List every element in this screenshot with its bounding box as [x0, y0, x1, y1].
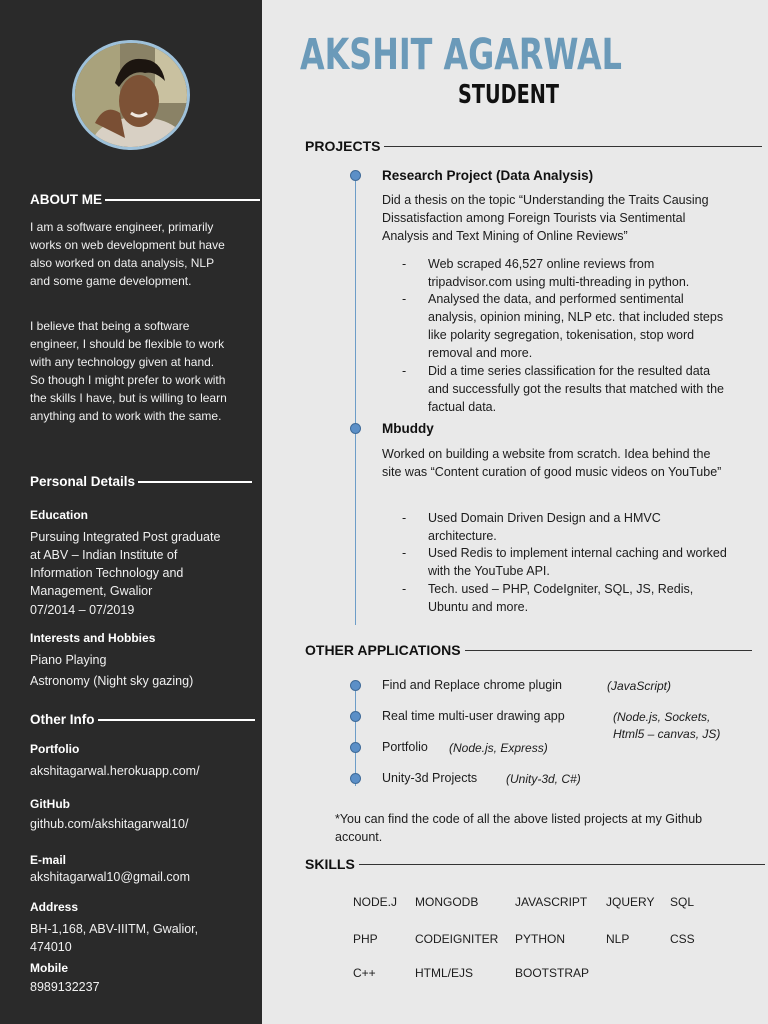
email-link[interactable]: akshitagarwal10@gmail.com	[30, 870, 190, 884]
profile-photo	[72, 40, 190, 150]
project-description: Worked on building a website from scratch. Idea behind the site was “Content curation of good music videos on YouTube”	[382, 447, 722, 479]
application-tech: Html5 – canvas, JS)	[613, 727, 721, 741]
github-link[interactable]: github.com/akshitagarwal10/	[30, 817, 189, 831]
timeline-dot	[350, 680, 361, 691]
applications-heading-rule	[465, 650, 752, 651]
personal-details-heading: Personal Details	[30, 474, 252, 489]
timeline-dot	[350, 742, 361, 753]
skill-item: CSS	[670, 932, 695, 946]
skill-item: HTML/EJS	[415, 966, 474, 980]
bullet-dash: -	[402, 582, 407, 596]
skills-heading: SKILLS	[305, 856, 765, 872]
mobile-number: 8989132237	[30, 980, 100, 994]
applications-timeline-line	[355, 681, 356, 786]
bullet-text: Did a time series classification for the resulted data and successfully got the results that matched with the factual data.	[428, 364, 724, 414]
projects-heading-rule	[384, 146, 762, 147]
project-bullet	[402, 255, 732, 291]
bullet-dash: -	[402, 364, 407, 378]
portfolio-label: Portfolio	[30, 742, 80, 756]
application-name: Real time multi-user drawing app	[382, 709, 565, 723]
project-bullet	[402, 544, 732, 580]
bullet-dash: -	[402, 511, 407, 525]
address-text: BH-1,168, ABV-IIITM, Gwalior, 474010	[30, 922, 199, 954]
skill-item: C++	[353, 966, 376, 980]
bullet-text: Tech. used – PHP, CodeIgniter, SQL, JS, Redis, Ubuntu and more.	[428, 582, 694, 614]
about-paragraph-1: I am a software engineer, primarily works on web development but have also worked on data analysis, NLP and some game development.	[30, 220, 225, 288]
project-description: Did a thesis on the topic “Understanding the Traits Causing Dissatisfaction among Foreign Tourists via Sentimental Analysis and Text Mining of Online Reviews”	[382, 193, 709, 243]
profile-photo-image	[75, 43, 190, 150]
profile-name: AKSHIT AGARWAL	[300, 30, 622, 80]
skill-item: JAVASCRIPT	[515, 895, 588, 909]
project-bullet	[402, 290, 732, 362]
timeline-dot	[350, 423, 361, 434]
project-bullet	[402, 580, 732, 616]
project-title: Research Project (Data Analysis)	[382, 168, 594, 183]
projects-timeline-line	[355, 175, 356, 625]
timeline-dot	[350, 170, 361, 181]
application-tech: (Unity-3d, C#)	[506, 772, 581, 786]
bullet-dash: -	[402, 257, 407, 271]
skill-item: BOOTSTRAP	[515, 966, 590, 980]
interest-item: Astronomy (Night sky gazing)	[30, 674, 194, 688]
sidebar	[0, 0, 262, 1024]
application-tech: (Node.js, Sockets,	[613, 710, 711, 724]
application-name: Portfolio	[382, 740, 428, 754]
timeline-dot	[350, 711, 361, 722]
project-bullet	[402, 362, 732, 416]
application-tech: (JavaScript)	[607, 679, 672, 693]
application-name: Unity-3d Projects	[382, 771, 478, 785]
profile-role: STUDENT	[458, 80, 559, 110]
skill-item: PHP	[353, 932, 378, 946]
bullet-text: Used Domain Driven Design and a HMVC architecture.	[428, 511, 661, 543]
skill-item: JQUERY	[606, 895, 655, 909]
project-title: Mbuddy	[382, 421, 434, 436]
interest-item: Piano Playing	[30, 653, 107, 667]
bullet-text: Used Redis to implement internal caching and worked with the YouTube API.	[428, 546, 727, 578]
email-label: E-mail	[30, 853, 67, 867]
projects-heading: PROJECTS	[305, 138, 762, 154]
bullet-dash: -	[402, 292, 407, 306]
skill-item: NODE.J	[353, 895, 398, 909]
github-label: GitHub	[30, 797, 70, 811]
main-content	[262, 0, 768, 1024]
skill-item: PYTHON	[515, 932, 566, 946]
other-info-heading: Other Info	[30, 712, 255, 727]
portfolio-link[interactable]: akshitagarwal.herokuapp.com/	[30, 764, 200, 778]
interests-label: Interests and Hobbies	[30, 631, 156, 645]
bullet-dash: -	[402, 546, 407, 560]
mobile-label: Mobile	[30, 961, 68, 975]
education-dates: 07/2014 – 07/2019	[30, 603, 135, 617]
skill-item: NLP	[606, 932, 630, 946]
skill-item: MONGODB	[415, 895, 479, 909]
about-paragraph-2: I believe that being a software engineer, I should be flexible to work with any technology given at hand. So though I might prefer to work with the skills I have, but is willing to learn anything and to work with the same.	[30, 319, 227, 423]
skill-item: SQL	[670, 895, 695, 909]
bullet-text: Analysed the data, and performed sentimental analysis, opinion mining, NLP etc. that included steps like polarity segregation, tokenisation, stop word removal and more.	[428, 292, 724, 360]
github-note: *You can find the code of all the above listed projects at my Github account.	[335, 812, 703, 844]
bullet-text: Web scraped 46,527 online reviews from tripadvisor.com using multi-threading in python.	[428, 257, 690, 289]
other-info-heading-rule	[98, 719, 255, 721]
skills-heading-rule	[359, 864, 765, 865]
application-name: Find and Replace chrome plugin	[382, 678, 562, 692]
personal-heading-rule	[138, 481, 252, 483]
application-tech: (Node.js, Express)	[449, 741, 548, 755]
project-bullet	[402, 509, 732, 545]
address-label: Address	[30, 900, 79, 914]
education-label: Education	[30, 508, 89, 522]
other-applications-heading: OTHER APPLICATIONS	[305, 642, 752, 658]
skill-item: CODEIGNITER	[415, 932, 499, 946]
education-text: Pursuing Integrated Post graduate at ABV – Indian Institute of Information Technology and Management, Gwalior	[30, 530, 221, 598]
about-heading: ABOUT ME	[30, 192, 260, 207]
about-heading-rule	[105, 199, 260, 201]
timeline-dot	[350, 773, 361, 784]
